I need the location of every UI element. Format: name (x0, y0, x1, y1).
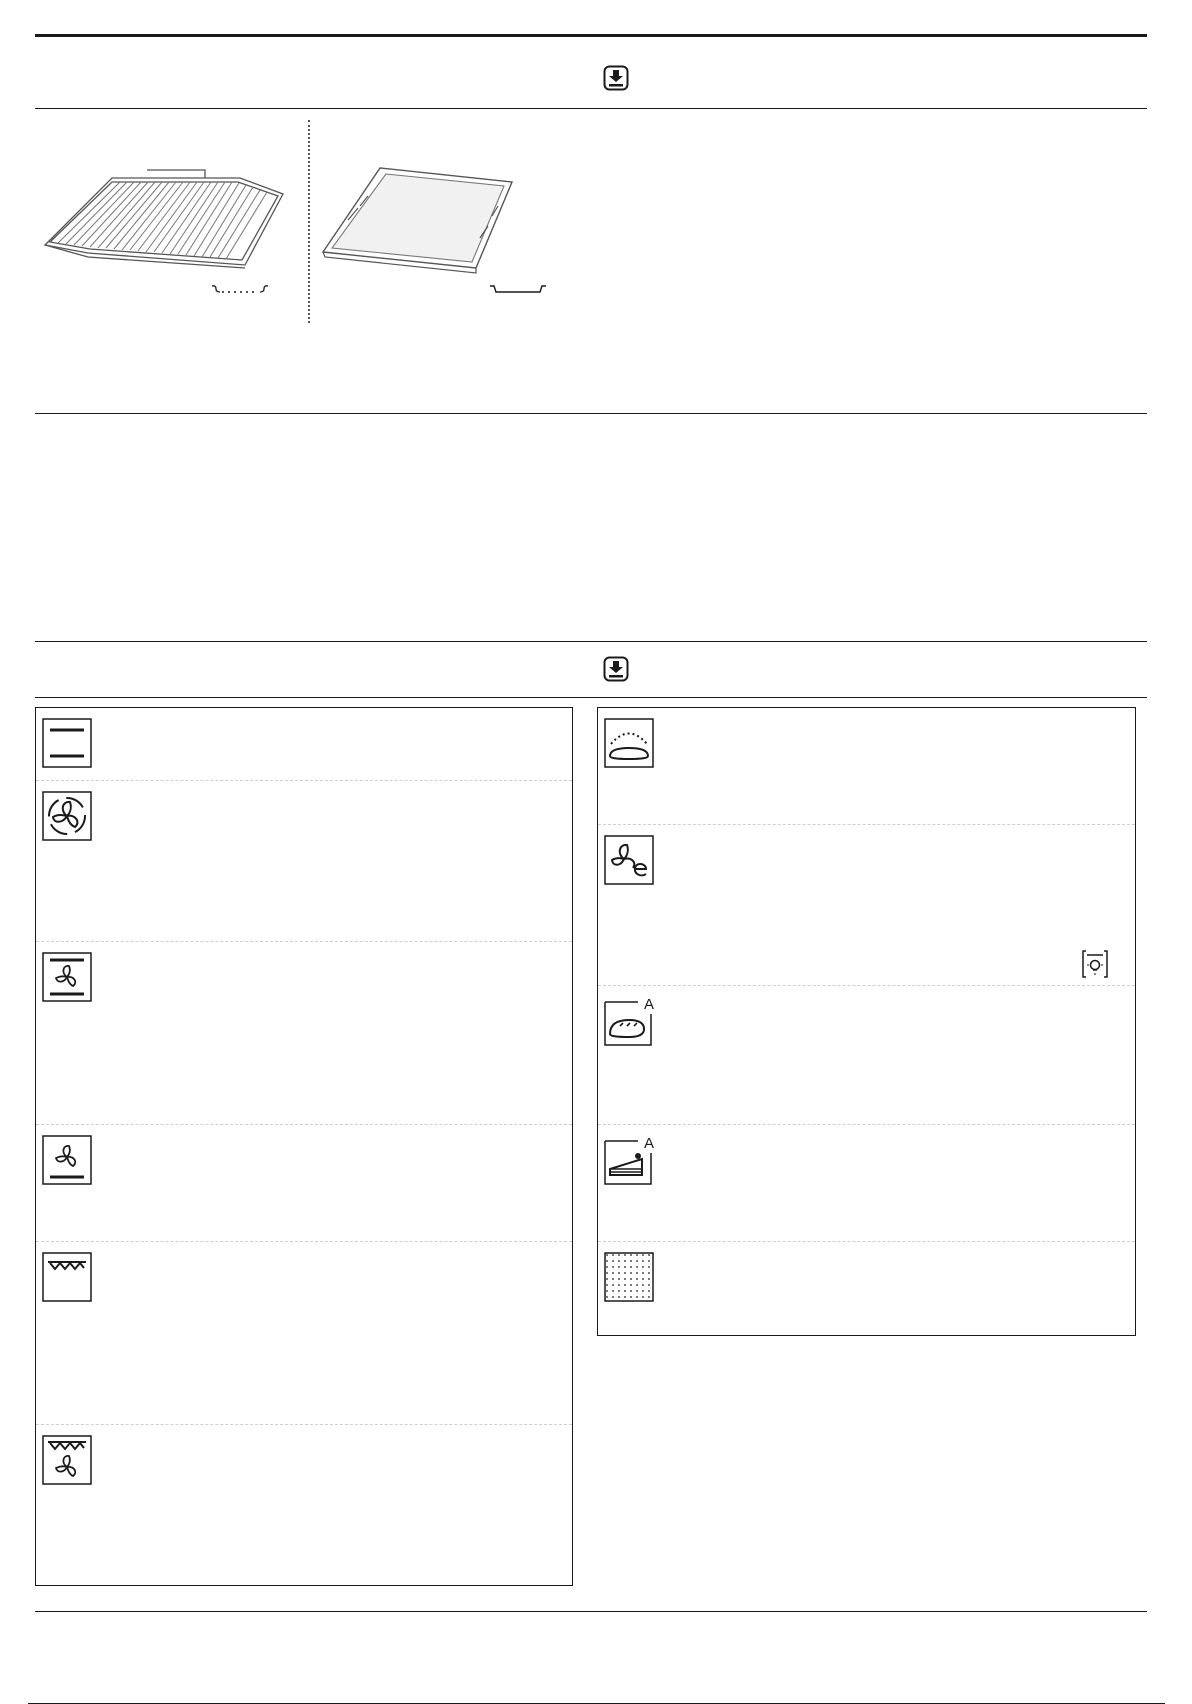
wire-shelf-profile-icon (210, 280, 270, 292)
function-row (36, 942, 572, 1125)
baking-tray-illustration (318, 160, 518, 280)
fan-top-bottom-heat-icon (42, 952, 92, 1002)
right-functions-box (597, 707, 1136, 1336)
section-3-rule (35, 641, 1147, 642)
baking-tray-profile-icon (488, 280, 548, 292)
function-row (36, 1125, 572, 1242)
bread-crust-icon (604, 718, 654, 768)
function-row (598, 825, 1135, 986)
auto-badge: A (644, 1135, 655, 1152)
section-2-rule (35, 413, 1147, 414)
dotted-separator (308, 120, 312, 323)
bottom-rule (35, 1611, 1147, 1612)
eco-fan-icon (604, 835, 654, 885)
function-row (36, 781, 572, 942)
oven-lamp-icon (1082, 949, 1108, 979)
function-row (36, 1242, 572, 1425)
wire-shelf-illustration (40, 160, 300, 300)
top-rule (35, 34, 1147, 37)
section-4-rule (35, 697, 1147, 698)
function-row (598, 1125, 1135, 1242)
function-row (598, 1242, 1135, 1335)
function-row (598, 986, 1135, 1125)
auto-badge: A (644, 996, 655, 1013)
function-row (36, 1425, 572, 1585)
download-icon[interactable] (603, 656, 629, 682)
grill-icon (42, 1252, 92, 1302)
grill-fan-icon (42, 1435, 92, 1485)
function-row (36, 708, 572, 781)
fan-bottom-heat-icon (42, 1135, 92, 1185)
dotted-defrost-icon (604, 1252, 654, 1302)
left-functions-box (35, 707, 573, 1586)
function-row (598, 708, 1135, 825)
top-bottom-heat-icon (42, 718, 92, 768)
fan-ring-heat-icon (42, 791, 92, 841)
section-1-rule (35, 108, 1147, 109)
download-icon[interactable] (603, 65, 629, 91)
